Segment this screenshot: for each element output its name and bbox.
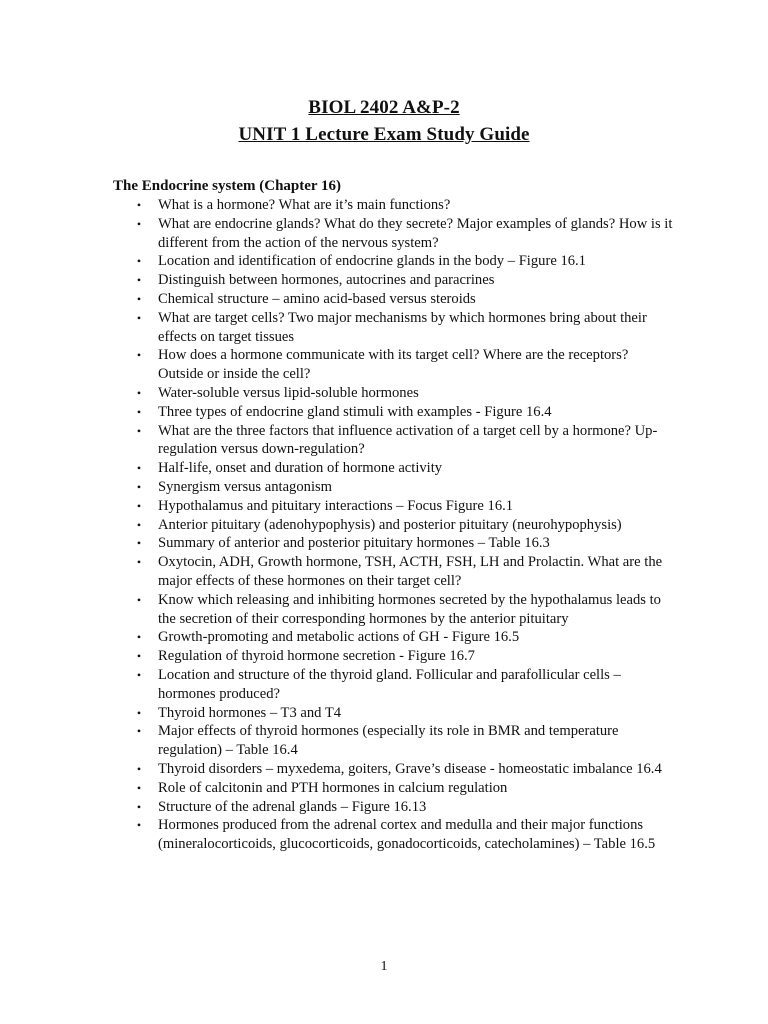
list-item [113, 422, 673, 460]
list-item-text: Hypothalamus and pituitary interactions – Focus Figure 16.1 [158, 497, 514, 514]
list-item-text: Location and structure of the thyroid gland. Follicular and parafollicular cells – hormones produced? [158, 666, 621, 702]
bullet-icon: • [136, 630, 142, 645]
list-item [113, 647, 673, 666]
bullet-icon: • [136, 198, 142, 212]
list-item-text: What are endocrine glands? What do they secrete? Major examples of glands? How is it different from the action of the nervous system? [158, 215, 673, 251]
guide-title: UNIT 1 Lecture Exam Study Guide [238, 124, 530, 145]
list-item-text: Distinguish between hormones, autocrines and paracrines [158, 272, 495, 289]
bullet-icon: • [136, 348, 142, 363]
list-item [113, 309, 673, 347]
list-item-text: What is a hormone? What are it’s main functions? [158, 197, 451, 213]
list-item-text: Half-life, onset and duration of hormone activity [158, 460, 443, 477]
list-item [113, 704, 673, 723]
bullet-icon: • [136, 780, 142, 795]
list-item-text: Growth-promoting and metabolic actions of GH - Figure 16.5 [158, 629, 520, 646]
list-item-text: Synergism versus antagonism [158, 478, 333, 495]
list-item [113, 553, 673, 591]
list-item [113, 534, 673, 553]
list-item [113, 196, 673, 215]
list-item-text: Regulation of thyroid hormone secretion - Figure 16.7 [158, 648, 475, 665]
list-item [113, 722, 673, 760]
list-item-text: What are the three factors that influence activation of a target cell by a hormone? Up-regulation versus down-regulation? [158, 422, 658, 458]
list-item [113, 346, 673, 384]
list-item [113, 628, 673, 647]
bullet-icon: • [136, 818, 142, 833]
list-item [113, 459, 673, 478]
list-item-text: Location and identification of endocrine glands in the body – Figure 16.1 [158, 253, 586, 270]
list-item-text: Hormones produced from the adrenal cortex and medulla and their major functions (mineralocorticoids, glucocorticoids, gonadocorticoids, catecholamines) – Table 16.5 [158, 817, 656, 853]
bullet-icon: • [136, 404, 142, 419]
page-number: 1 [380, 959, 388, 974]
bullet-icon: • [136, 517, 142, 532]
list-item-text: Chemical structure – amino acid-based versus steroids [158, 290, 476, 307]
list-item-text: Major effects of thyroid hormones (especially its role in BMR and temperature regulation) – Table 16.4 [158, 723, 619, 759]
bullet-icon: • [136, 536, 142, 551]
bullet-icon: • [136, 254, 142, 269]
list-item [113, 779, 673, 798]
list-item [113, 215, 673, 253]
bullet-icon: • [136, 498, 142, 513]
list-item-text: Know which releasing and inhibiting hormones secreted by the hypothalamus leads to the secretion of their corresponding hormones by the anterior pituitary [158, 591, 661, 627]
bullet-icon: • [136, 385, 142, 400]
bullet-icon: • [136, 724, 142, 739]
bullet-icon: • [136, 479, 142, 494]
bullet-icon: • [136, 291, 142, 306]
list-item [113, 290, 673, 309]
bullet-icon: • [136, 423, 142, 438]
list-item-text: What are target cells? Two major mechanisms by which hormones bring about their effects on target tissues [158, 309, 647, 345]
bullet-icon: • [136, 273, 142, 288]
bullet-icon: • [136, 216, 142, 231]
list-item-text: Role of calcitonin and PTH hormones in calcium regulation [158, 779, 508, 796]
bullet-icon: • [136, 555, 142, 570]
bullet-icon: • [136, 461, 142, 476]
list-item [113, 403, 673, 422]
bullet-icon: • [136, 310, 142, 325]
list-item-text: Oxytocin, ADH, Growth hormone, TSH, ACTH, FSH, LH and Prolactin. What are the major effects of these hormones on their target cell? [158, 554, 663, 589]
list-item-text: Thyroid hormones – T3 and T4 [158, 704, 342, 721]
section-heading: The Endocrine system (Chapter 16) [113, 178, 342, 194]
bullet-icon: • [136, 761, 142, 776]
list-item [113, 798, 673, 817]
list-item-text: Structure of the adrenal glands – Figure 16.13 [158, 798, 427, 815]
list-item [113, 760, 673, 779]
list-item [113, 497, 673, 516]
list-item-text: Summary of anterior and posterior pituitary hormones – Table 16.3 [158, 535, 550, 552]
list-item-text: Three types of endocrine gland stimuli with examples - Figure 16.4 [158, 403, 552, 420]
title-block [0, 94, 768, 148]
list-item [113, 478, 673, 497]
list-item [113, 816, 673, 854]
bullet-icon: • [136, 799, 142, 814]
list-item [113, 591, 673, 629]
course-title: BIOL 2402 A&P-2 [308, 97, 460, 118]
bullet-icon: • [136, 592, 142, 607]
list-item-text: Anterior pituitary (adenohypophysis) and posterior pituitary (neurohypophysis) [158, 516, 622, 533]
study-topic-list [113, 196, 673, 854]
list-item [113, 516, 673, 535]
list-item-text: How does a hormone communicate with its target cell? Where are the receptors? Outside or inside the cell? [158, 347, 629, 383]
bullet-icon: • [136, 649, 142, 664]
list-item [113, 252, 673, 271]
list-item [113, 271, 673, 290]
list-item-text: Water-soluble versus lipid-soluble hormones [158, 384, 419, 401]
bullet-icon: • [136, 705, 142, 720]
bullet-icon: • [136, 667, 142, 682]
list-item-text: Thyroid disorders – myxedema, goiters, Grave’s disease - homeostatic imbalance 16.4 [158, 760, 662, 777]
list-item [113, 666, 673, 704]
list-item [113, 384, 673, 403]
